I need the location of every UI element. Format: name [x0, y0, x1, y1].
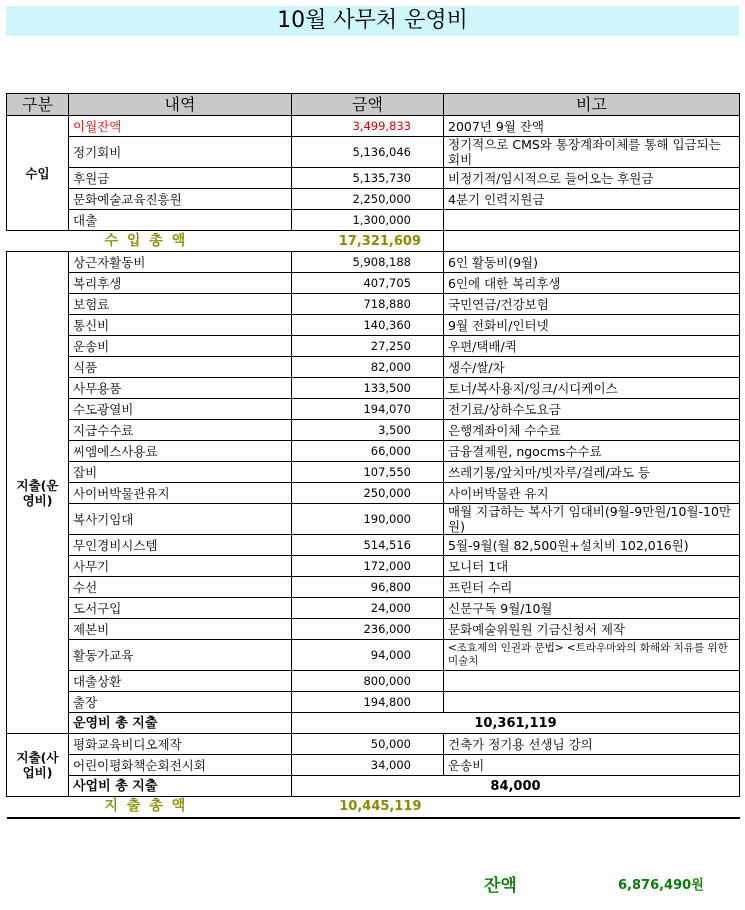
- note-cell: 비정기적/임시적으로 들어오는 후원금: [444, 168, 740, 189]
- note-cell: 5월-9월(월 82,500원+설치비 102,016원): [444, 535, 740, 556]
- note-cell: 생수/쌀/차: [444, 357, 740, 378]
- item-cell: 운송비: [69, 336, 292, 357]
- amount-cell: 107,550: [292, 462, 444, 483]
- amount-cell: 5,908,188: [292, 252, 444, 273]
- amount-cell: 236,000: [292, 619, 444, 640]
- note-cell: 건축가 정기용 선생님 강의: [444, 734, 740, 755]
- income-total-amount: 17,321,609: [292, 231, 444, 252]
- table-row: [7, 357, 740, 378]
- table-row: [7, 189, 740, 210]
- item-cell: 정기회비: [69, 137, 292, 168]
- balance-value: 6,876,490원: [618, 878, 704, 893]
- amount-cell: 133,500: [292, 378, 444, 399]
- amount-cell: 24,000: [292, 598, 444, 619]
- table-row: [7, 577, 740, 598]
- amount-cell: 66,000: [292, 441, 444, 462]
- item-cell: 활동가교육: [69, 640, 292, 671]
- note-cell: 쓰레기통/앞치마/빗자루/걸레/과도 등: [444, 462, 740, 483]
- amount-cell: 194,070: [292, 399, 444, 420]
- amount-cell: 140,360: [292, 315, 444, 336]
- table-row: [7, 378, 740, 399]
- amount-cell: 82,000: [292, 357, 444, 378]
- item-cell: 이월잔액: [69, 116, 292, 137]
- header-row: [7, 94, 740, 116]
- table-row: [7, 294, 740, 315]
- note-cell: 모니터 1대: [444, 556, 740, 577]
- note-cell: 신문구독 9월/10월: [444, 598, 740, 619]
- item-cell: 수선: [69, 577, 292, 598]
- amount-cell: 2,250,000: [292, 189, 444, 210]
- note-cell: 정기적으로 CMS와 통장계좌이체를 통해 입금되는 회비: [444, 137, 740, 168]
- header-note: 비고: [444, 94, 740, 116]
- item-cell: 대출상환: [69, 671, 292, 692]
- total-spacer: [7, 797, 69, 818]
- table-row: [7, 556, 740, 577]
- subtotal-label: 운영비 총 지출: [69, 713, 292, 734]
- amount-cell: 3,499,833: [292, 116, 444, 137]
- note-cell: 6인에 대한 복리후생: [444, 273, 740, 294]
- group-label-expense-biz: 지출(사업비): [7, 734, 69, 797]
- amount-cell: 5,136,046: [292, 137, 444, 168]
- table-row: [7, 336, 740, 357]
- total-note-blank: [444, 231, 740, 252]
- item-cell: 평화교육비디오제작: [69, 734, 292, 755]
- header-item: 내역: [69, 94, 292, 116]
- note-cell: 6인 활동비(9월): [444, 252, 740, 273]
- table-row: [7, 315, 740, 336]
- note-cell: 매월 지급하는 복사기 임대비(9월-9만원/10월-10만원): [444, 504, 740, 535]
- table-row: [7, 252, 740, 273]
- sheet-title: 10월 사무처 운영비: [6, 6, 739, 36]
- balance-label: 잔액: [484, 876, 517, 896]
- expense-total-label: 지 출 총 액: [69, 797, 292, 818]
- amount-cell: 800,000: [292, 671, 444, 692]
- amount-cell: 194,800: [292, 692, 444, 713]
- item-cell: 사이버박물관유지: [69, 483, 292, 504]
- subtotal-row: [7, 713, 740, 734]
- group-label-expense-ops: 지출(운영비): [7, 252, 69, 734]
- note-cell: 금융결제원, ngocms수수료: [444, 441, 740, 462]
- subtotal-amount: 84,000: [292, 776, 740, 797]
- subtotal-row: [7, 776, 740, 797]
- item-cell: 잡비: [69, 462, 292, 483]
- item-cell: 사무용품: [69, 378, 292, 399]
- expense-total-amount: 10,445,119: [292, 797, 444, 818]
- table-row: [7, 210, 740, 231]
- item-cell: 제본비: [69, 619, 292, 640]
- group-label-income: 수입: [7, 116, 69, 231]
- note-cell: 2007년 9월 잔액: [444, 116, 740, 137]
- subtotal-label: 사업비 총 지출: [69, 776, 292, 797]
- amount-cell: 514,516: [292, 535, 444, 556]
- amount-cell: 34,000: [292, 755, 444, 776]
- table-row: [7, 137, 740, 168]
- amount-cell: 190,000: [292, 504, 444, 535]
- table-row: [7, 755, 740, 776]
- header-category: 구분: [7, 94, 69, 116]
- amount-cell: 5,135,730: [292, 168, 444, 189]
- amount-cell: 3,500: [292, 420, 444, 441]
- item-cell: 복리후생: [69, 273, 292, 294]
- item-cell: 사무기: [69, 556, 292, 577]
- item-cell: 어린이평화책순회전시회: [69, 755, 292, 776]
- table-row: [7, 273, 740, 294]
- item-cell: 무인경비시스템: [69, 535, 292, 556]
- total-spacer: [7, 231, 69, 252]
- note-cell: <조효제의 인권과 문법> <트라우마와의 화해와 치유를 위한 미술치: [444, 640, 740, 671]
- note-cell: 문화예술위원원 기금신청서 제작: [444, 619, 740, 640]
- amount-cell: 718,880: [292, 294, 444, 315]
- note-cell: 은행계좌이체 수수료: [444, 420, 740, 441]
- income-total-label: 수 입 총 액: [69, 231, 292, 252]
- note-cell: [444, 210, 740, 231]
- subtotal-amount: 10,361,119: [292, 713, 740, 734]
- note-cell: 국민연금/건강보험: [444, 294, 740, 315]
- table-row: [7, 734, 740, 755]
- item-cell: 문화예술교육진흥원: [69, 189, 292, 210]
- table-row: [7, 399, 740, 420]
- item-cell: 상근자활동비: [69, 252, 292, 273]
- table-row: [7, 420, 740, 441]
- note-cell: 사이버박물관 유지: [444, 483, 740, 504]
- note-cell: 4분기 인력지원금: [444, 189, 740, 210]
- note-cell: 9월 전화비/인터넷: [444, 315, 740, 336]
- item-cell: 지급수수료: [69, 420, 292, 441]
- item-cell: 식품: [69, 357, 292, 378]
- table-row: [7, 504, 740, 535]
- table-row: [7, 619, 740, 640]
- income-total: [7, 231, 740, 252]
- amount-cell: 50,000: [292, 734, 444, 755]
- item-cell: 출장: [69, 692, 292, 713]
- table-row: [7, 598, 740, 619]
- table-row: [7, 483, 740, 504]
- table-row: [7, 116, 740, 137]
- item-cell: 대출: [69, 210, 292, 231]
- item-cell: 씨엠에스사용료: [69, 441, 292, 462]
- budget-table: [6, 93, 740, 819]
- amount-cell: 94,000: [292, 640, 444, 671]
- table-row: [7, 535, 740, 556]
- table-row: [7, 671, 740, 692]
- table-row: [7, 168, 740, 189]
- amount-cell: 407,705: [292, 273, 444, 294]
- item-cell: 수도광열비: [69, 399, 292, 420]
- note-cell: 우편/택배/퀵: [444, 336, 740, 357]
- amount-cell: 96,800: [292, 577, 444, 598]
- item-cell: 도서구입: [69, 598, 292, 619]
- table-row: [7, 692, 740, 713]
- note-cell: 전기료/상하수도요금: [444, 399, 740, 420]
- note-cell: 운송비: [444, 755, 740, 776]
- item-cell: 통신비: [69, 315, 292, 336]
- item-cell: 후원금: [69, 168, 292, 189]
- amount-cell: 172,000: [292, 556, 444, 577]
- amount-cell: 250,000: [292, 483, 444, 504]
- header-amount: 금액: [292, 94, 444, 116]
- table-row: [7, 441, 740, 462]
- note-cell: [444, 692, 740, 713]
- amount-cell: 1,300,000: [292, 210, 444, 231]
- table-row: [7, 462, 740, 483]
- item-cell: 복사기임대: [69, 504, 292, 535]
- table-body: [7, 116, 740, 818]
- total-note-blank: [444, 797, 740, 818]
- table-row: [7, 640, 740, 671]
- amount-cell: 27,250: [292, 336, 444, 357]
- note-cell: 프린터 수리: [444, 577, 740, 598]
- expense-total: [7, 797, 740, 818]
- note-cell: [444, 671, 740, 692]
- note-cell: 토너/복사용지/잉크/시디케이스: [444, 378, 740, 399]
- item-cell: 보험료: [69, 294, 292, 315]
